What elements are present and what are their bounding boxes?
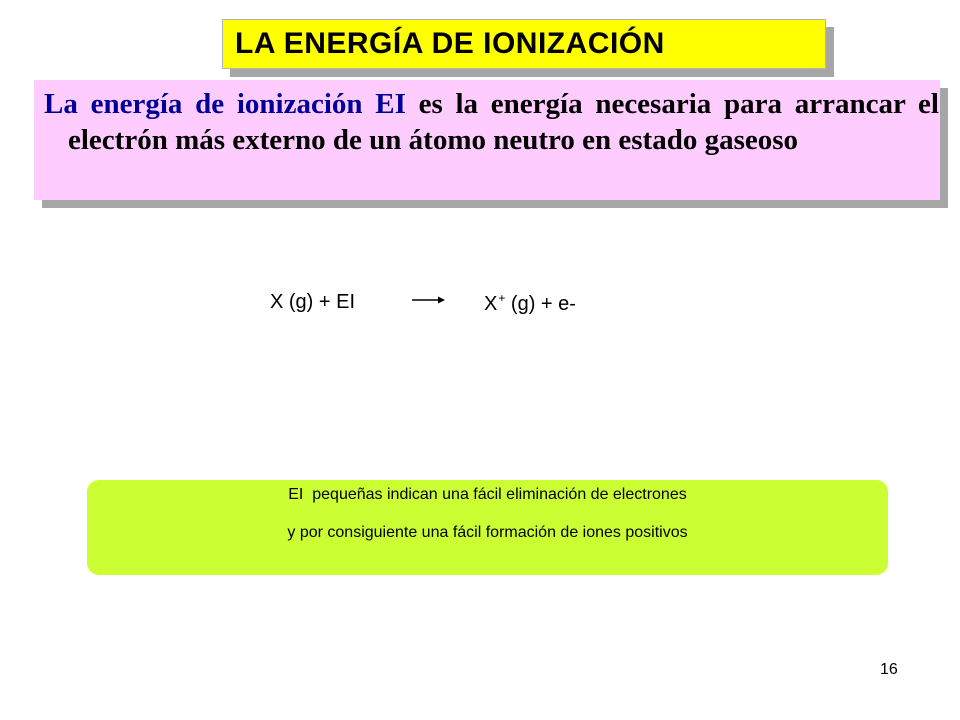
- title-box: [222, 19, 826, 69]
- page-number: 16: [880, 661, 898, 678]
- definition-box: [34, 80, 940, 200]
- equation-reactants: X (g) + EI: [270, 291, 356, 313]
- note-box: [87, 480, 888, 575]
- note-line-1: EI pequeñas indican una fácil eliminación de electrones: [288, 486, 687, 503]
- equation-ion-symbol: X: [484, 293, 498, 315]
- definition-text: [44, 86, 939, 158]
- ionization-equation: [0, 290, 960, 320]
- definition-body: es la energía necesaria para arrancar el electrón más externo de un átomo neutro en estado gaseoso: [68, 88, 939, 156]
- equation-products-rest: (g) + e-: [505, 293, 576, 315]
- note-line-2: y por consiguiente una fácil formación de iones positivos: [287, 524, 688, 541]
- slide-title: LA ENERGÍA DE IONIZACIÓN: [235, 27, 665, 60]
- reaction-arrow-icon: [412, 292, 446, 308]
- definition-lead: La energía de ionización EI: [44, 88, 406, 120]
- equation-products: [484, 291, 576, 316]
- equation-ion-charge: +: [498, 291, 506, 305]
